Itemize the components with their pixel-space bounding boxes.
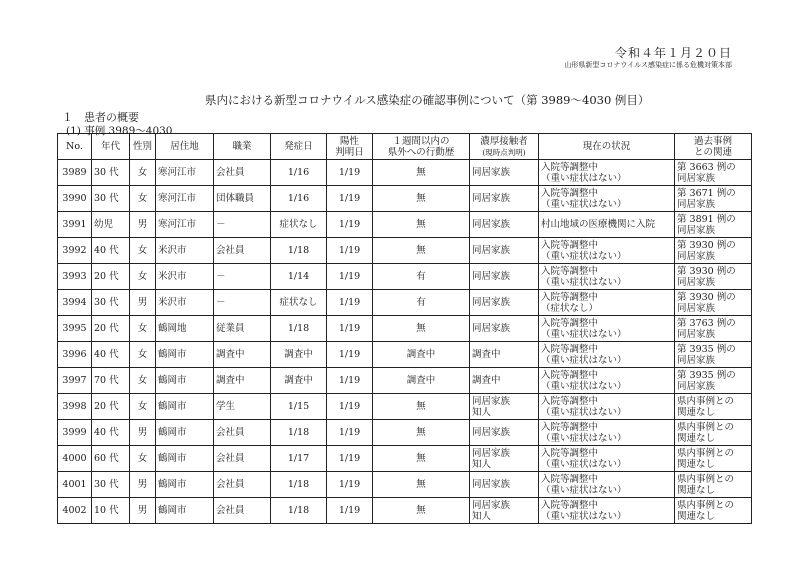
header-onset: 発症日 (271, 134, 327, 160)
cell-case-history: 第 3935 例の 同居家族 (675, 368, 752, 394)
cell-onset: 1/18 (271, 498, 327, 524)
cell-job: 調査中 (214, 342, 271, 368)
cell-age: 40 代 (92, 238, 130, 264)
cell-no: 4002 (58, 498, 92, 524)
cell-case-history: 県内事例との 関連なし (675, 420, 752, 446)
cell-case-history: 第 3891 例の 同居家族 (675, 212, 752, 238)
cell-job: － (214, 290, 271, 316)
cell-status: 入院等調整中 （重い症状はない） (539, 238, 675, 264)
table-row (58, 186, 752, 212)
cell-sex: 男 (130, 212, 156, 238)
cell-sex: 男 (130, 420, 156, 446)
cell-status: 入院等調整中 （重い症状はない） (539, 498, 675, 524)
cell-close-contacts: 同居家族 (470, 290, 539, 316)
cell-case-history: 県内事例との 関連なし (675, 394, 752, 420)
cell-status: 入院等調整中 （重い症状はない） (539, 160, 675, 186)
header-close-contacts (470, 134, 539, 160)
document-title: 県内における新型コロナウイルス感染症の確認事例について（第 3989～4030 例目） (205, 93, 650, 107)
document-date: 令和４年１月２０日 (614, 46, 732, 60)
cell-travel-history: 無 (373, 394, 470, 420)
cell-status: 入院等調整中 （重い症状はない） (539, 186, 675, 212)
cell-age: 20 代 (92, 264, 130, 290)
table-row (58, 160, 752, 186)
cell-no: 3999 (58, 420, 92, 446)
cell-job: － (214, 212, 271, 238)
header-age: 年代 (92, 134, 130, 160)
cell-sex: 女 (130, 238, 156, 264)
cell-sex: 女 (130, 264, 156, 290)
cell-residence: 米沢市 (156, 238, 214, 264)
cell-case-history: 第 3930 例の 同居家族 (675, 290, 752, 316)
cell-close-contacts: 調査中 (470, 342, 539, 368)
table-row (58, 316, 752, 342)
cell-case-history: 第 3763 例の 同居家族 (675, 316, 752, 342)
table-row (58, 394, 752, 420)
cell-residence: 鶴岡市 (156, 342, 214, 368)
cell-no: 3995 (58, 316, 92, 342)
cell-no: 3996 (58, 342, 92, 368)
cell-positive-date: 1/19 (327, 212, 373, 238)
cell-onset: 1/14 (271, 264, 327, 290)
cell-positive-date: 1/19 (327, 420, 373, 446)
cell-onset: 症状なし (271, 212, 327, 238)
issuing-department: 山形県新型コロナウイルス感染症に係る危機対策本部 (564, 61, 732, 69)
cell-travel-history: 無 (373, 420, 470, 446)
cell-status: 入院等調整中 （重い症状はない） (539, 316, 675, 342)
cell-travel-history: 無 (373, 238, 470, 264)
cell-sex: 女 (130, 342, 156, 368)
cell-positive-date: 1/19 (327, 394, 373, 420)
cell-job: 学生 (214, 394, 271, 420)
cell-residence: 鶴岡市 (156, 368, 214, 394)
table-row (58, 446, 752, 472)
cell-residence: 鶴岡地 (156, 316, 214, 342)
cell-residence: 鶴岡市 (156, 394, 214, 420)
cell-travel-history: 無 (373, 186, 470, 212)
cell-no: 3990 (58, 186, 92, 212)
table-header-row (58, 134, 752, 160)
cell-residence: 鶴岡市 (156, 420, 214, 446)
cell-no: 3991 (58, 212, 92, 238)
cell-positive-date: 1/19 (327, 160, 373, 186)
cell-travel-history: 無 (373, 316, 470, 342)
cell-sex: 女 (130, 394, 156, 420)
cell-no: 4001 (58, 472, 92, 498)
cell-close-contacts: 同居家族 (470, 316, 539, 342)
section-heading: １ 患者の概要 (62, 111, 139, 124)
cell-travel-history: 無 (373, 446, 470, 472)
case-table (57, 133, 752, 524)
cell-sex: 男 (130, 290, 156, 316)
cell-positive-date: 1/19 (327, 316, 373, 342)
cell-close-contacts: 同居家族 (470, 420, 539, 446)
cell-no: 3994 (58, 290, 92, 316)
cell-positive-date: 1/19 (327, 342, 373, 368)
cell-job: 会社員 (214, 472, 271, 498)
cell-age: 20 代 (92, 316, 130, 342)
cell-residence: 鶴岡市 (156, 446, 214, 472)
cell-travel-history: 調査中 (373, 342, 470, 368)
table-row (58, 238, 752, 264)
cell-close-contacts: 同居家族 (470, 160, 539, 186)
header-case-history: 過去事例 との関連 (675, 134, 752, 160)
cell-sex: 女 (130, 160, 156, 186)
cell-job: 団体職員 (214, 186, 271, 212)
header-no: No. (58, 134, 92, 160)
table-row (58, 264, 752, 290)
header-status: 現在の状況 (539, 134, 675, 160)
cell-job: 会社員 (214, 420, 271, 446)
cell-onset: 症状なし (271, 290, 327, 316)
cell-case-history: 県内事例との 関連なし (675, 446, 752, 472)
table-row (58, 498, 752, 524)
cell-age: 幼児 (92, 212, 130, 238)
cell-travel-history: 調査中 (373, 368, 470, 394)
cell-close-contacts: 同居家族 (470, 472, 539, 498)
cell-close-contacts: 同居家族 (470, 238, 539, 264)
cell-status: 入院等調整中 （重い症状はない） (539, 342, 675, 368)
cell-close-contacts: 同居家族 (470, 212, 539, 238)
cell-residence: 米沢市 (156, 264, 214, 290)
cell-sex: 女 (130, 186, 156, 212)
cell-job: 従業員 (214, 316, 271, 342)
cell-positive-date: 1/19 (327, 186, 373, 212)
header-travel-history: １週間以内の 県外への行動歴 (373, 134, 470, 160)
cell-onset: 1/16 (271, 160, 327, 186)
cell-age: 30 代 (92, 472, 130, 498)
cell-onset: 1/16 (271, 186, 327, 212)
cell-positive-date: 1/19 (327, 446, 373, 472)
cell-no: 3997 (58, 368, 92, 394)
cell-travel-history: 有 (373, 264, 470, 290)
header-residence: 居住地 (156, 134, 214, 160)
cell-sex: 男 (130, 498, 156, 524)
cell-age: 60 代 (92, 446, 130, 472)
cell-age: 20 代 (92, 394, 130, 420)
cell-age: 30 代 (92, 186, 130, 212)
table-row (58, 420, 752, 446)
cell-status: 入院等調整中 （重い症状はない） (539, 394, 675, 420)
cell-sex: 男 (130, 472, 156, 498)
header-job: 職業 (214, 134, 271, 160)
cell-status: 入院等調整中 （症状なし） (539, 290, 675, 316)
table-row (58, 290, 752, 316)
cell-status: 入院等調整中 （重い症状はない） (539, 420, 675, 446)
cell-no: 3993 (58, 264, 92, 290)
cell-positive-date: 1/19 (327, 498, 373, 524)
cell-positive-date: 1/19 (327, 472, 373, 498)
cell-positive-date: 1/19 (327, 264, 373, 290)
table-row (58, 212, 752, 238)
cell-job: 会社員 (214, 498, 271, 524)
cell-positive-date: 1/19 (327, 290, 373, 316)
cell-status: 入院等調整中 （重い症状はない） (539, 472, 675, 498)
cell-job: 会社員 (214, 160, 271, 186)
cell-age: 30 代 (92, 290, 130, 316)
cell-residence: 寒河江市 (156, 186, 214, 212)
header-positive-date: 陽性 判明日 (327, 134, 373, 160)
cell-residence: 寒河江市 (156, 160, 214, 186)
cell-positive-date: 1/19 (327, 368, 373, 394)
header-sex: 性別 (130, 134, 156, 160)
cell-residence: 鶴岡市 (156, 472, 214, 498)
cell-job: 会社員 (214, 446, 271, 472)
cell-case-history: 第 3930 例の 同居家族 (675, 238, 752, 264)
cell-onset: 1/18 (271, 420, 327, 446)
cell-case-history: 県内事例との 関連なし (675, 472, 752, 498)
cell-travel-history: 無 (373, 160, 470, 186)
cell-onset: 調査中 (271, 368, 327, 394)
cell-residence: 米沢市 (156, 290, 214, 316)
cell-close-contacts: 同居家族 知人 (470, 446, 539, 472)
cell-travel-history: 有 (373, 290, 470, 316)
table-row (58, 342, 752, 368)
cell-job: 会社員 (214, 238, 271, 264)
cell-status: 入院等調整中 （重い症状はない） (539, 264, 675, 290)
cell-sex: 女 (130, 316, 156, 342)
header-close-contacts-main: 濃厚接触者 (480, 135, 528, 147)
cell-age: 40 代 (92, 420, 130, 446)
cell-onset: 調査中 (271, 342, 327, 368)
cell-no: 3989 (58, 160, 92, 186)
cell-close-contacts: 同居家族 (470, 186, 539, 212)
cell-residence: 鶴岡市 (156, 498, 214, 524)
cell-close-contacts: 同居家族 (470, 264, 539, 290)
cell-case-history: 第 3935 例の 同居家族 (675, 342, 752, 368)
cell-age: 70 代 (92, 368, 130, 394)
cell-no: 3998 (58, 394, 92, 420)
cell-case-history: 第 3663 例の 同居家族 (675, 160, 752, 186)
cell-onset: 1/18 (271, 472, 327, 498)
cell-status: 入院等調整中 （重い症状はない） (539, 368, 675, 394)
cell-sex: 女 (130, 368, 156, 394)
cell-job: 調査中 (214, 368, 271, 394)
cell-case-history: 県内事例との 関連なし (675, 498, 752, 524)
table-row (58, 368, 752, 394)
header-close-contacts-sub: (現時点判明) (482, 147, 526, 157)
cell-onset: 1/17 (271, 446, 327, 472)
cell-case-history: 第 3671 例の 同居家族 (675, 186, 752, 212)
cell-age: 40 代 (92, 342, 130, 368)
cell-travel-history: 無 (373, 212, 470, 238)
cell-no: 3992 (58, 238, 92, 264)
cell-residence: 寒河江市 (156, 212, 214, 238)
cell-no: 4000 (58, 446, 92, 472)
cell-onset: 1/15 (271, 394, 327, 420)
cell-close-contacts: 同居家族 知人 (470, 498, 539, 524)
cell-age: 30 代 (92, 160, 130, 186)
table-row (58, 472, 752, 498)
cell-positive-date: 1/19 (327, 238, 373, 264)
cell-travel-history: 無 (373, 472, 470, 498)
cell-case-history: 第 3930 例の 同居家族 (675, 264, 752, 290)
cell-age: 10 代 (92, 498, 130, 524)
cell-status: 入院等調整中 （重い症状はない） (539, 446, 675, 472)
cell-sex: 女 (130, 446, 156, 472)
subsection-heading: (1) 事例 3989～4030 (66, 125, 173, 137)
cell-job: － (214, 264, 271, 290)
cell-travel-history: 無 (373, 498, 470, 524)
cell-onset: 1/18 (271, 238, 327, 264)
cell-close-contacts: 調査中 (470, 368, 539, 394)
cell-close-contacts: 同居家族 知人 (470, 394, 539, 420)
cell-status: 村山地域の医療機関に入院 (539, 212, 675, 238)
cell-onset: 1/18 (271, 316, 327, 342)
